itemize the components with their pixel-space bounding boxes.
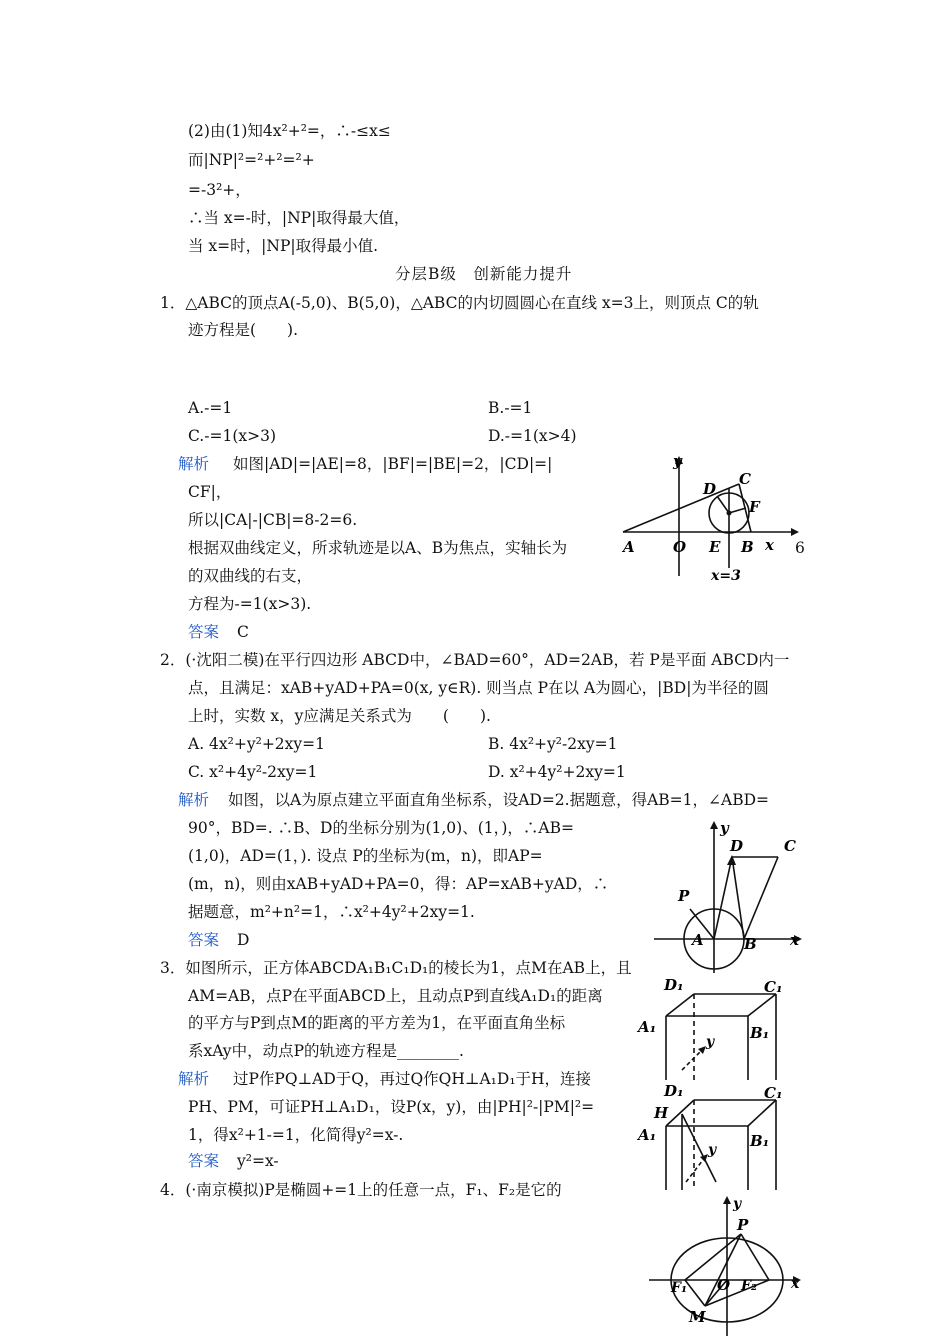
fig4-label: B₁ [750,1132,770,1150]
fig1-label: y [673,452,682,470]
option-b: B.-=1 [488,399,533,417]
fig2-label: x [790,931,799,949]
analysis-line: 的双曲线的右支， [188,567,313,585]
fig1-label: x=3 [711,568,741,584]
text-line: =-3²+， [188,181,251,199]
answer-label: 答案 [188,1152,220,1170]
fig2-label: P [678,887,690,905]
fig1-label: A [623,538,635,556]
fig3-label: y [706,1034,715,1050]
fig4-label: A₁ [638,1126,657,1144]
figure-cube-1 [636,972,786,1080]
analysis-line: 90°，BD=. ∴B、D的坐标分别为(1,0)、(1，)，∴AB= [188,819,574,837]
section-title: 分层B级 创新能力提升 [395,265,573,283]
question-3-line: 系xAy中，动点P的轨迹方程是________. [188,1042,464,1060]
analysis-label: 解析 [178,1070,210,1088]
question-3-line: 的平方与P到点M的距离的平方差为1，在平面直角坐标 [188,1014,566,1032]
fig5-label: F₂ [741,1278,758,1294]
fig1-label: E [709,538,721,556]
fig3-label: A₁ [638,1018,657,1036]
answer-value: y²=x- [237,1152,279,1170]
option-d: D. x²+4y²+2xy=1 [488,763,626,781]
analysis-line: 过P作PQ⊥AD于Q，再过Q作QH⊥A₁D₁于H，连接 [233,1070,592,1088]
fig2-label: y [720,819,729,837]
fig3-label: C₁ [764,978,783,996]
fig4-label: H [654,1104,669,1122]
option-a: A. 4x²+y²+2xy=1 [188,735,326,753]
analysis-line: 所以|CA|-|CB|=8-2=6. [188,511,358,529]
answer-label: 答案 [188,931,220,949]
question-2-line: 上时，实数 x，y应满足关系式为 ( ). [188,707,491,725]
fig1-label: O [673,538,687,556]
question-1-line: 1．△ABC的顶点A(-5,0)、B(5,0)，△ABC的内切圆圆心在直线 x=3上，则顶点 C的轨 [160,294,759,312]
answer-label: 答案 [188,623,220,641]
question-2-line: 2．(·沈阳二模)在平行四边形 ABCD中，∠BAD=60°，AD=2AB，若 P是平面 ABCD内一 [160,651,790,669]
text-line: ∴当 x=-时，|NP|取得最大值， [188,209,410,227]
analysis-line: 据题意，m²+n²=1，∴x²+4y²+2xy=1. [188,903,475,921]
fig1-label: x [765,536,774,554]
analysis-line: CF|， [188,483,232,501]
figure-ellipse [645,1190,810,1340]
figure-incircle [615,448,815,588]
option-b: B. 4x²+y²-2xy=1 [488,735,618,753]
analysis-line: PH、PM，可证PH⊥A₁D₁，设P(x，y)，由|PH|²-|PM|²= [188,1098,595,1116]
analysis-label: 解析 [178,455,210,473]
question-2-line: 点，且满足：xAB+yAD+PA=0(x, y∈R). 则当点 P在以 A为圆心，|BD|为半径的圆 [188,679,769,697]
fig4-label: C₁ [764,1084,783,1102]
fig2-label: A [692,931,704,949]
analysis-line: (m，n)，则由xAB+yAD+PA=0，得：AP=xAB+yAD，∴ [188,875,609,893]
fig5-label: M [689,1308,706,1326]
analysis-line: 1，得x²+1-=1，化简得y²=x-. [188,1126,404,1144]
fig5-label: y [733,1196,742,1212]
fig1-label: D [703,480,717,498]
fig5-label: F₁ [671,1280,688,1296]
option-d: D.-=1(x>4) [488,427,577,445]
fig2-label: D [730,837,744,855]
fig5-label: P [737,1216,749,1234]
question-4-line: 4．(·南京模拟)P是椭圆+=1上的任意一点，F₁、F₂是它的 [160,1181,562,1199]
analysis-line: 方程为-=1(x>3). [188,595,312,613]
option-c: C. x²+4y²-2xy=1 [188,763,318,781]
answer-value: D [237,931,250,949]
fig3-label: D₁ [664,976,684,994]
stray-number: 6 [795,539,805,557]
fig4-label: D₁ [664,1082,684,1100]
fig2-label: C [784,837,796,855]
text-line: (2)由(1)知4x²+²=，∴-≤x≤ [188,122,391,140]
fig1-label: B [741,538,754,556]
fig5-label: x [791,1276,800,1292]
option-a: A.-=1 [188,399,233,417]
analysis-line: 如图，以A为原点建立平面直角坐标系，设AD=2.据题意，得AB=1，∠ABD= [228,791,770,809]
analysis-line: (1,0)，AD=(1，). 设点 P的坐标为(m，n)，即AP= [188,847,543,865]
fig4-label: y [708,1142,717,1158]
analysis-label: 解析 [178,791,210,809]
answer-value: C [237,623,249,641]
text-line: 而|NP|²=²+²=²+ [188,151,315,169]
question-1-line: 迹方程是( ). [188,321,299,339]
fig3-label: B₁ [750,1024,770,1042]
figure-parallelogram [650,815,810,975]
fig1-label: F [749,498,760,516]
figure-cube-2 [636,1078,786,1192]
fig2-label: B [744,935,757,953]
fig5-label: O [717,1276,731,1294]
question-3-line: 3．如图所示，正方体ABCDA₁B₁C₁D₁的棱长为1，点M在AB上，且 [160,959,632,977]
question-3-line: AM=AB，点P在平面ABCD上，且动点P到直线A₁D₁的距离 [188,987,603,1005]
fig1-label: C [739,470,751,488]
analysis-line: 如图|AD|=|AE|=8，|BF|=|BE|=2，|CD|=| [233,455,553,473]
option-c: C.-=1(x>3) [188,427,277,445]
text-line: 当 x=时，|NP|取得最小值. [188,237,379,255]
analysis-line: 根据双曲线定义，所求轨迹是以A、B为焦点，实轴长为 [188,539,568,557]
